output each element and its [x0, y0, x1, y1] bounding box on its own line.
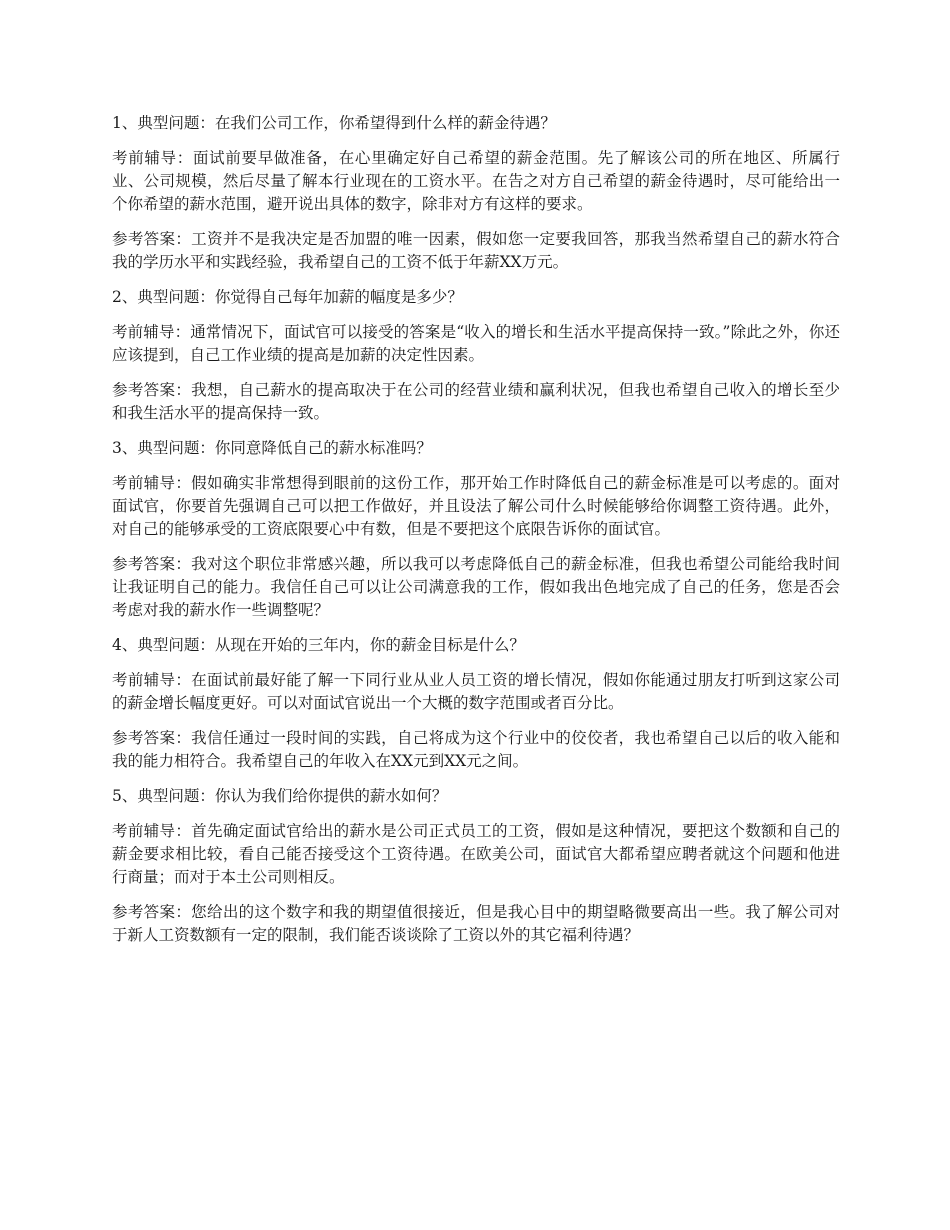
guidance-4: 考前辅导：在面试前最好能了解一下同行业从业人员工资的增长情况，假如你能通过朋友打听到这家公司的薪金增长幅度更好。可以对面试官说出一个大概的数字范围或者百分比。 [112, 671, 840, 712]
guidance-1: 考前辅导：面试前要早做准备，在心里确定好自己希望的薪金范围。先了解该公司的所在地区、所属行业、公司规模，然后尽量了解本行业现在的工资水平。在告之对方自己希望的薪金待遇时，尽可能给出一个你希望的薪水范围，避开说出具体的数字，除非对方有这样的要求。 [112, 149, 840, 213]
section-4 [112, 634, 840, 773]
section-5 [112, 785, 840, 947]
answer-5: 参考答案：您给出的这个数字和我的期望值很接近，但是我心目中的期望略微要高出一些。我了解公司对于新人工资数额有一定的限制，我们能否谈谈除了工资以外的其它福利待遇？ [112, 903, 840, 944]
answer-3: 参考答案：我对这个职位非常感兴趣，所以我可以考虑降低自己的薪金标准，但我也希望公司能给我时间让我证明自己的能力。我信任自己可以让公司满意我的工作，假如我出色地完成了自己的任务，您是否会考虑对我的薪水作一些调整呢？ [112, 555, 840, 619]
question-3: 3、典型问题：你同意降低自己的薪水标准吗？ [112, 439, 432, 457]
question-2: 2、典型问题：你觉得自己每年加薪的幅度是多少？ [112, 288, 463, 306]
section-3 [112, 437, 840, 622]
guidance-3: 考前辅导：假如确实非常想得到眼前的这份工作，那开始工作时降低自己的薪金标准是可以考虑的。面对面试官，你要首先强调自己可以把工作做好，并且设法了解公司什么时候能够给你调整工资待遇。此外，对自己的能够承受的工资底限要心中有数，但是不要把这个底限告诉你的面试官。 [112, 474, 840, 538]
answer-2: 参考答案：我想，自己薪水的提高取决于在公司的经营业绩和赢利状况，但我也希望自己收入的增长至少和我生活水平的提高保持一致。 [112, 381, 840, 422]
answer-1: 参考答案：工资并不是我决定是否加盟的唯一因素，假如您一定要我回答，那我当然希望自己的薪水符合我的学历水平和实践经验，我希望自己的工资不低于年薪XX万元。 [112, 230, 840, 271]
section-1 [112, 112, 840, 274]
answer-4: 参考答案：我信任通过一段时间的实践，自己将成为这个行业中的佼佼者，我也希望自己以后的收入能和我的能力相符合。我希望自己的年收入在XX元到XX元之间。 [112, 729, 840, 770]
document-body [112, 112, 840, 959]
guidance-2: 考前辅导：通常情况下，面试官可以接受的答案是“收入的增长和生活水平提高保持一致。”除此之外，你还应该提到，自己工作业绩的提高是加薪的决定性因素。 [112, 323, 840, 364]
question-5: 5、典型问题：你认为我们给你提供的薪水如何？ [112, 787, 448, 805]
question-4: 4、典型问题：从现在开始的三年内，你的薪金目标是什么？ [112, 636, 525, 654]
question-1: 1、典型问题：在我们公司工作，你希望得到什么样的薪金待遇？ [112, 114, 556, 132]
guidance-5: 考前辅导：首先确定面试官给出的薪水是公司正式员工的工资，假如是这种情况，要把这个数额和自己的薪金要求相比较，看自己能否接受这个工资待遇。在欧美公司，面试官大都希望应聘者就这个问题和他进行商量；而对于本土公司则相反。 [112, 822, 840, 886]
section-2 [112, 286, 840, 425]
